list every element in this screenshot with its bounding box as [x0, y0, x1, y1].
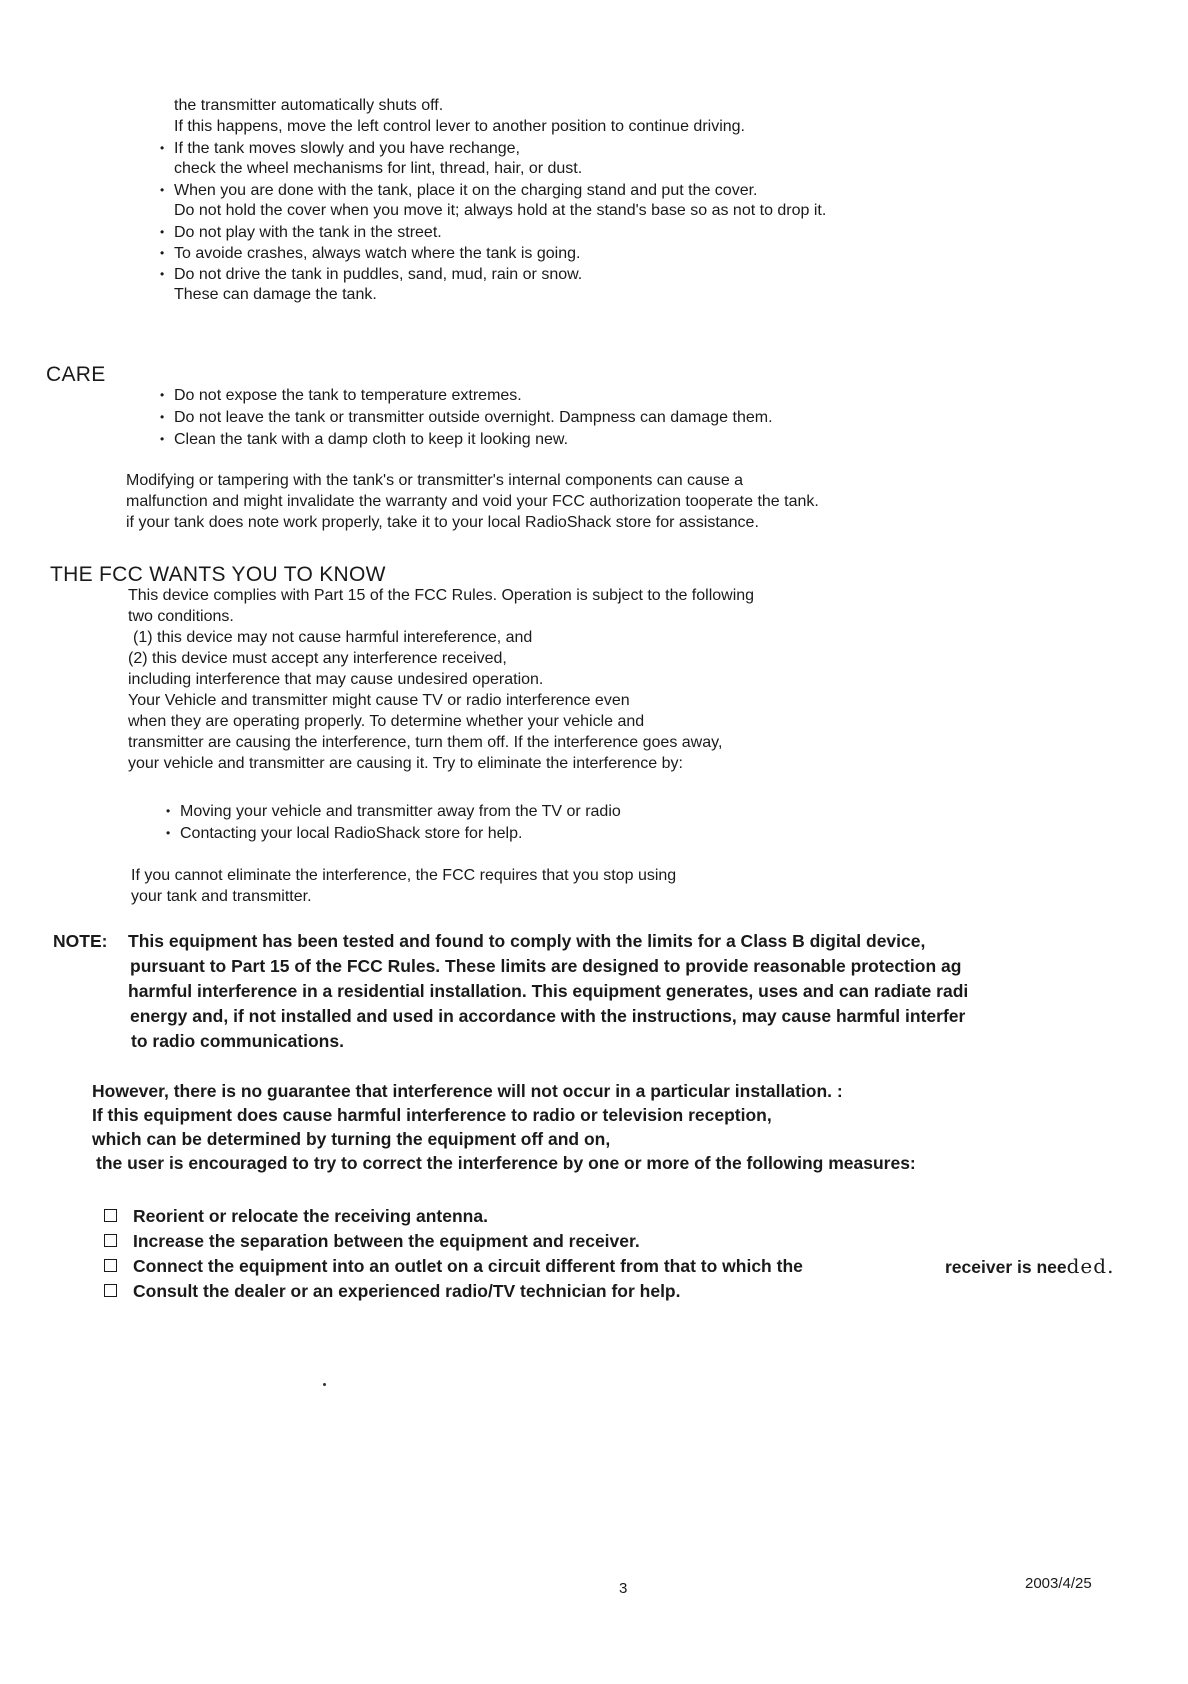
fcc-line: This device complies with Part 15 of the FCC Rules. Operation is subject to the following	[128, 587, 755, 604]
checkbox-icon	[104, 1259, 117, 1272]
page-number: 3	[619, 1580, 628, 1597]
fcc-line: (2) this device must accept any interference received,	[128, 650, 507, 667]
measure-item	[104, 1230, 640, 1252]
intro-line: check the wheel mechanisms for lint, thread, hair, or dust.	[174, 160, 583, 177]
care-bullet: • Clean the tank with a damp cloth to keep it looking new.	[160, 429, 568, 450]
care-paragraph-line: Modifying or tampering with the tank's or transmitter's internal components can cause a	[126, 472, 744, 489]
fcc-closing-line: your tank and transmitter.	[131, 888, 312, 905]
care-paragraph-line: if your tank does note work properly, take it to your local RadioShack store for assistance.	[126, 514, 759, 531]
measure-text: Reorient or relocate the receiving antenna.	[133, 1206, 488, 1226]
however-line: If this equipment does cause harmful interference to radio or television reception,	[92, 1105, 772, 1125]
fcc-line: including interference that may cause undesired operation.	[128, 671, 544, 688]
note-line: pursuant to Part 15 of the FCC Rules. These limits are designed to provide reasonable protection ag	[130, 956, 962, 976]
stray-dot	[323, 1383, 326, 1386]
intro-bullet: • When you are done with the tank, place it on the charging stand and put the cover.	[160, 180, 758, 201]
measure-item	[104, 1280, 680, 1302]
note-line: to radio communications.	[131, 1031, 344, 1051]
checkbox-icon	[104, 1209, 117, 1222]
care-bullet: • Do not leave the tank or transmitter outside overnight. Dampness can damage them.	[160, 407, 773, 428]
intro-line: If this happens, move the left control lever to another position to continue driving.	[174, 118, 745, 135]
note-line: energy and, if not installed and used in accordance with the instructions, may cause harmful interfer	[130, 1006, 966, 1026]
intro-bullet: • If the tank moves slowly and you have rechange,	[160, 138, 520, 159]
measure-text: Connect the equipment into an outlet on a circuit different from that to which the	[133, 1256, 803, 1276]
fcc-heading: THE FCC WANTS YOU TO KNOW	[50, 563, 386, 586]
measure-item	[104, 1205, 488, 1227]
however-line: which can be determined by turning the equipment off and on,	[92, 1129, 611, 1149]
measure-text: Consult the dealer or an experienced radio/TV technician for help.	[133, 1281, 681, 1301]
intro-line: the transmitter automatically shuts off.	[174, 97, 444, 114]
measure-continuation-printed: receiver is nee	[945, 1257, 1067, 1277]
fcc-line: two conditions.	[128, 608, 234, 625]
care-paragraph-line: malfunction and might invalidate the warranty and void your FCC authorization tooperate the tank.	[126, 493, 819, 510]
measure-continuation	[945, 1255, 1114, 1278]
fcc-line: Your Vehicle and transmitter might cause TV or radio interference even	[128, 692, 630, 709]
care-heading: CARE	[46, 363, 106, 386]
intro-bullet: • Do not play with the tank in the street.	[160, 222, 442, 243]
fcc-bullet: • Moving your vehicle and transmitter away from the TV or radio	[166, 801, 621, 822]
note-line: This equipment has been tested and found to comply with the limits for a Class B digital device,	[128, 931, 926, 951]
measure-text: Increase the separation between the equipment and receiver.	[133, 1231, 640, 1251]
measure-item	[104, 1255, 803, 1277]
fcc-line: transmitter are causing the interference, turn them off. If the interference goes away,	[128, 734, 723, 751]
intro-line: These can damage the tank.	[174, 286, 377, 303]
handwritten-annotation: ded.	[1066, 1254, 1115, 1278]
intro-bullet: • To avoide crashes, always watch where the tank is going.	[160, 243, 580, 264]
however-line: However, there is no guarantee that interference will not occur in a particular installation. :	[92, 1081, 843, 1101]
intro-line: Do not hold the cover when you move it; always hold at the stand's base so as not to drop it.	[174, 202, 827, 219]
fcc-closing-line: If you cannot eliminate the interference, the FCC requires that you stop using	[131, 867, 677, 884]
checkbox-icon	[104, 1284, 117, 1297]
document-date: 2003/4/25	[1025, 1575, 1092, 1592]
fcc-line: (1) this device may not cause harmful intereference, and	[133, 629, 533, 646]
checkbox-icon	[104, 1234, 117, 1247]
however-line: the user is encouraged to try to correct the interference by one or more of the following measures:	[96, 1153, 916, 1173]
fcc-line: when they are operating properly. To determine whether your vehicle and	[128, 713, 645, 730]
intro-bullet: • Do not drive the tank in puddles, sand, mud, rain or snow.	[160, 264, 582, 285]
fcc-line: your vehicle and transmitter are causing it. Try to eliminate the interference by:	[128, 755, 683, 772]
note-line: harmful interference in a residential installation. This equipment generates, uses and can radiate radi	[128, 981, 969, 1001]
care-bullet: • Do not expose the tank to temperature extremes.	[160, 385, 522, 406]
fcc-bullet: • Contacting your local RadioShack store for help.	[166, 823, 522, 844]
note-label: NOTE:	[53, 931, 108, 951]
